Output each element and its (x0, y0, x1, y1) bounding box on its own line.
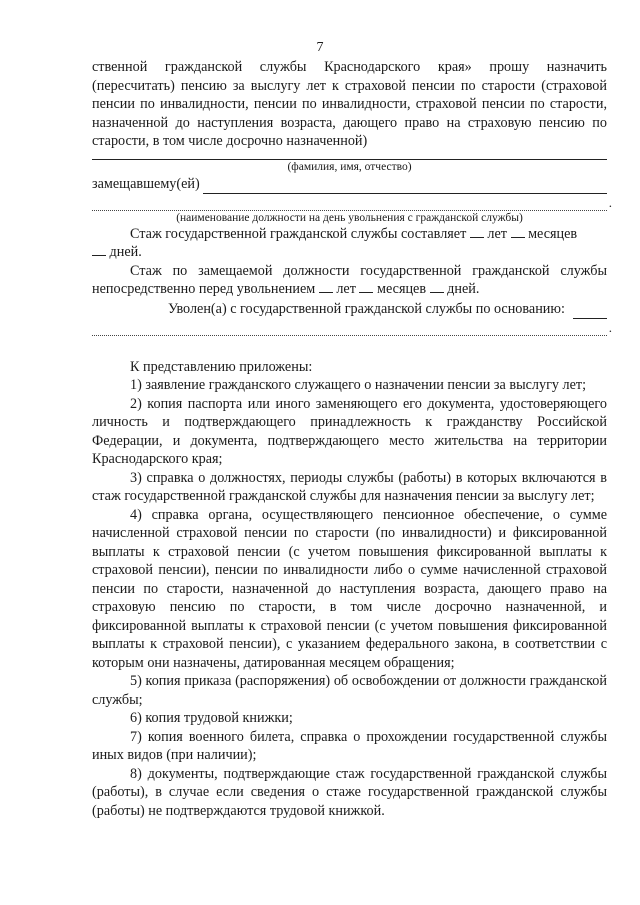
opening-paragraph (92, 58, 607, 151)
attachment-item-4: 4) справка органа, осуществляющего пенсионное обеспечение, о сумме начисленной страховой пенсии по старости (по инвалидности) и фиксированной выплаты к страховой пенсии (с учетом повышения фиксированной выплаты к страховой пенсии), пенсии по инвалидности либо о сумме начисленной страховой пенсии по старости, назначенной до наступления возраста, дающего право на страховую пенсию по старости, в том числе досрочно назначенной, и фиксированной выплаты к страховой пенсии (с учетом повышения фиксированной выплаты к страховой пенсии), с указанием федерального закона, в соответствии с которым они назначены, датированная месяцем обращения; (92, 506, 607, 671)
service-years-blank[interactable] (470, 225, 484, 238)
position-continuation-line[interactable]: . (92, 196, 607, 211)
dismissal-input-line[interactable] (573, 304, 607, 319)
attachment-item-6: 6) копия трудовой книжки; (130, 710, 293, 726)
position-length-paragraph: Стаж по замещаемой должности государственной гражданской службы непосредственно перед увольнением лет месяцев дней. (92, 262, 607, 297)
position-input-line[interactable] (203, 179, 607, 194)
service-length-paragraph: Стаж государственной гражданской службы составляет лет месяцев дней. (92, 225, 607, 262)
position-days-blank[interactable] (430, 280, 444, 293)
service-days-blank[interactable] (92, 243, 106, 256)
dismissal-continuation-line[interactable]: . (92, 321, 607, 336)
position-months-blank[interactable] (359, 280, 373, 293)
attachment-item-7: 7) копия военного билета, справка о прохождении государственной службы иных видов (при наличии); (92, 728, 607, 763)
attachment-item-8: 8) документы, подтверждающие стаж государственной гражданской службы (работы), в случае если сведения о стаже государственной гражданской службы (работы) не подтверждаются трудовой книжкой. (92, 765, 607, 819)
opening-text: ственной гражданской службы Краснодарского края» прошу назначить (пересчитать) пенсию за выслугу лет к страховой пенсии по старости (страховой пенсии по инвалидности, пенсии по инвалидности, страховой пенсии по старости, назначенной до наступления возраста, дающего право на страховую пенсию по старости, в том числе досрочно назначенной) (92, 59, 607, 149)
attachment-item-2: 2) копия паспорта или иного заменяющего его документа, удостоверяющего личность и подтверждающего принадлежность к гражданству Российской Федерации, и документа, подтверждающего место жительства на территории Краснодарского края; (92, 395, 607, 467)
service-months-blank[interactable] (511, 225, 525, 238)
position-years-blank[interactable] (319, 280, 333, 293)
document-body (92, 58, 612, 820)
attachment-item-1: 1) заявление гражданского служащего о назначении пенсии за выслугу лет; (130, 377, 587, 393)
attachment-item-3: 3) справка о должностях, периоды службы (работы) в которых включаются в стаж государственной гражданской службы для назначения пенсии за выслугу лет; (92, 469, 607, 504)
fio-caption: (фамилия, имя, отчество) (287, 160, 412, 173)
fio-line[interactable] (92, 151, 607, 160)
position-caption: (наименование должности на день увольнения с гражданской службы) (176, 211, 523, 224)
position-label: замещавшему(ей) (92, 176, 200, 192)
attachment-item-5: 5) копия приказа (распоряжения) об освобождении от должности гражданской службы; (92, 673, 607, 708)
attachments-heading: К представлению приложены: (130, 358, 313, 375)
dismissal-label: Уволен(а) с государственной гражданской службы по основанию: (168, 301, 565, 317)
dismissal-row (92, 299, 607, 319)
page-number: 7 (316, 40, 324, 55)
position-field-row (92, 174, 607, 194)
